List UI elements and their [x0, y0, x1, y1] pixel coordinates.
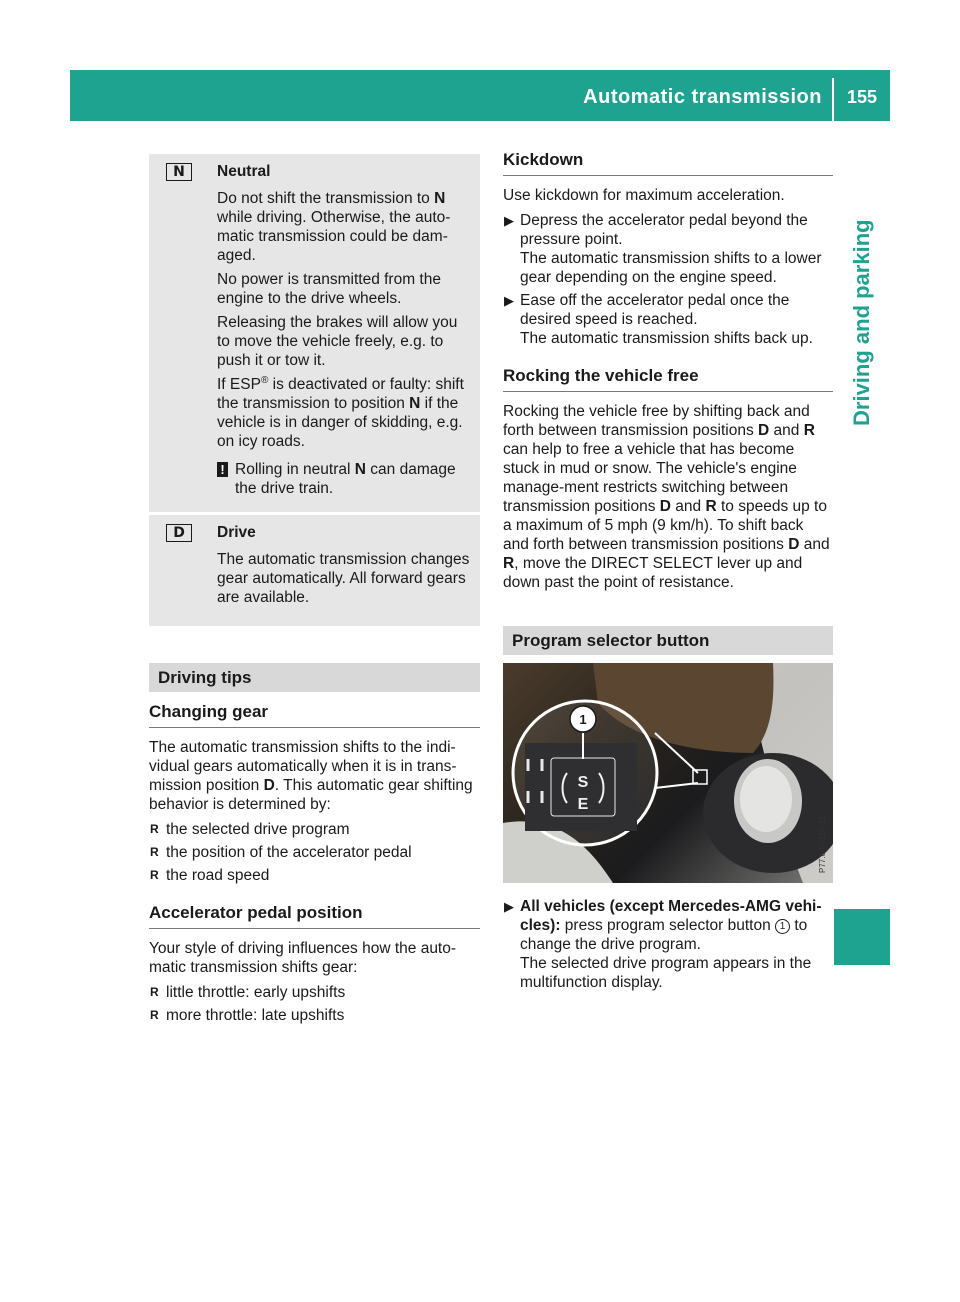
list-item: R the position of the accelerator pedal [150, 844, 412, 861]
gear-key-cell [149, 515, 209, 626]
section-title: Automatic transmission [583, 86, 822, 108]
list-item: R more throttle: late upshifts [150, 1007, 345, 1024]
heading-kickdown: Kickdown [503, 150, 833, 176]
gear-description [209, 154, 480, 512]
image-code: P77.60-3210-31 [818, 815, 827, 873]
gear-title: Neutral [217, 163, 271, 180]
gear-description [209, 515, 480, 626]
section-band-driving-tips: Driving tips [149, 663, 480, 692]
bullet-icon: R [150, 985, 159, 999]
kickdown-step-1: ▶ Depress the accelerator pedal beyond the pressure point. The automatic transmission shifts to a lower gear depending on the engine speed. [504, 212, 822, 286]
center-console-photo [503, 663, 833, 883]
section-band-program-selector: Program selector button [503, 626, 833, 655]
chapter-tab-label: Driving and parking [849, 219, 874, 426]
step-arrow-icon: ▶ [504, 293, 514, 308]
kickdown-step-2: ▶ Ease off the accelerator pedal once the desired speed is reached. The automatic transmission shifts back up. [504, 292, 813, 347]
kickdown-intro: Use kickdown for maximum acceleration. [503, 187, 785, 204]
list-item: R little throttle: early upshifts [150, 984, 346, 1001]
bullet-icon: R [150, 845, 159, 859]
page-header [70, 70, 890, 121]
page-number: 155 [846, 87, 878, 107]
step-arrow-icon: ▶ [504, 899, 514, 914]
damage-warning: ! Rolling in neutral N can damage the drive train. [217, 460, 474, 498]
gear-row-neutral [149, 154, 480, 512]
left-column [149, 154, 480, 1029]
chapter-tab-marker [834, 909, 890, 965]
bullet-icon: R [150, 1008, 159, 1022]
changing-gear-list [149, 820, 480, 885]
heading-changing-gear: Changing gear [149, 702, 480, 728]
gear-position-table [149, 154, 480, 626]
heading-rocking: Rocking the vehicle free [503, 366, 833, 392]
rocking-text: Rocking the vehicle free by shifting back and forth between transmission positions D and R can help to free a vehicle that has become stuck in mud or snow. The vehicle's engine manage-ment restricts switching between transmission positions D and R to speeds up to a maximum of 5 mph (9 km/h). To shift back and forth between transmission positions D and R, move the DIRECT SELECT lever up and down past the point of resistance. [503, 403, 830, 591]
changing-gear-text: The automatic transmission shifts to the indi-vidual gears automatically when it is in trans-mission position D. This automatic gear shifting behavior is determined by: [149, 739, 473, 813]
selector-e-label: E [577, 796, 589, 813]
bullet-icon: R [150, 822, 159, 836]
neutral-text-1: Do not shift the transmission to N while driving. Otherwise, the auto-matic transmission could be dam-aged. [217, 190, 451, 264]
heading-accelerator-pedal: Accelerator pedal position [149, 903, 480, 929]
neutral-text-4: If ESP® is deactivated or faulty: shift the transmission to position N if the vehicle is in danger of skidding, e.g. on icy roads. [217, 374, 464, 450]
chapter-tab [834, 121, 890, 1211]
warning-icon: ! [217, 462, 228, 477]
neutral-symbol-icon: N [166, 163, 192, 181]
list-item: R the road speed [150, 867, 270, 884]
callout-1-label: 1 [579, 712, 587, 727]
selector-s-label: S [577, 774, 589, 791]
step-arrow-icon: ▶ [504, 213, 514, 228]
callout-1-icon: 1 [775, 919, 790, 934]
console-illustration [503, 663, 833, 883]
accelerator-list [149, 983, 480, 1025]
neutral-text-3: Releasing the brakes will allow you to move the vehicle freely, e.g. to push it or tow it. [217, 314, 458, 369]
bullet-icon: R [150, 868, 159, 882]
accelerator-text: Your style of driving influences how the auto-matic transmission shifts gear: [149, 940, 457, 976]
drive-symbol-icon: D [166, 524, 192, 542]
program-selector-step: ▶ All vehicles (except Mercedes-AMG vehi-cles): press program selector button 1 to change the drive program. The selected drive program appears in the multifunction display. [504, 898, 822, 991]
neutral-text-2: No power is transmitted from the engine to the drive wheels. [217, 271, 441, 307]
right-column [503, 150, 833, 996]
gear-key-cell [149, 154, 209, 512]
drive-text: The automatic transmission changes gear automatically. All forward gears are available. [217, 551, 470, 606]
gear-title: Drive [217, 524, 256, 541]
list-item: R the selected drive program [150, 821, 350, 838]
gear-row-drive [149, 515, 480, 626]
